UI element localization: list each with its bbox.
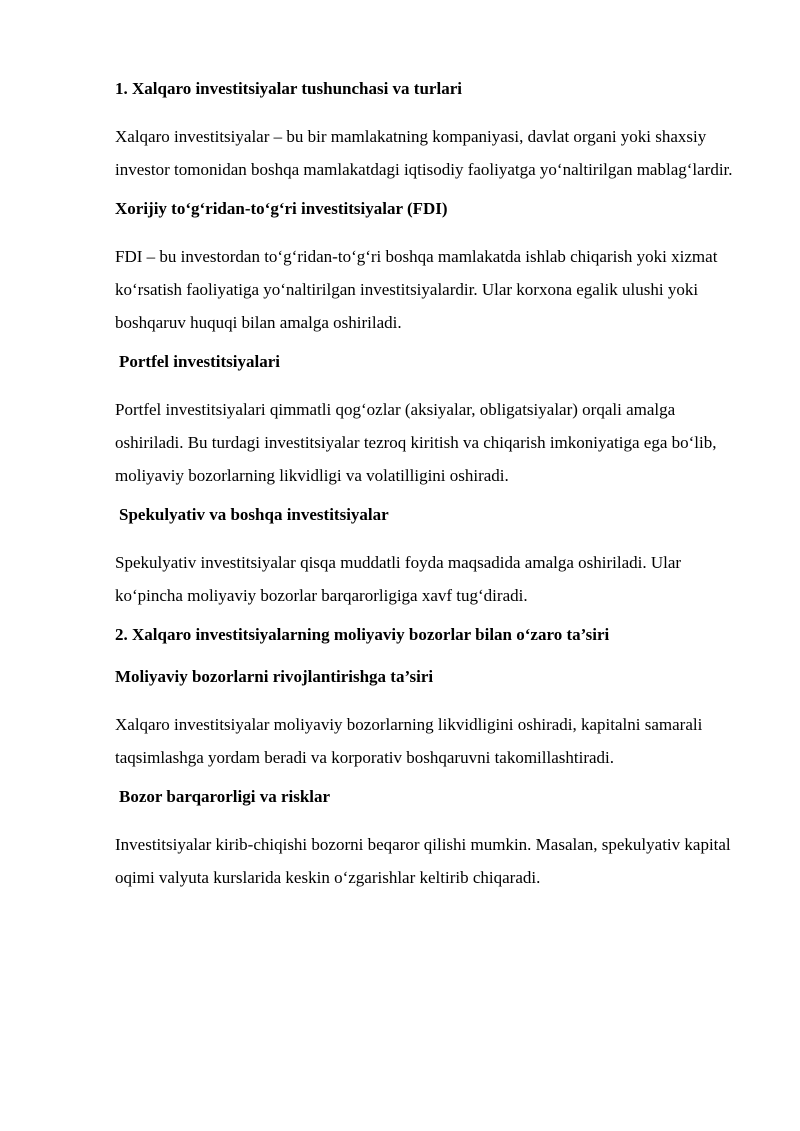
paragraph: Investitsiyalar kirib-chiqishi bozorni beqaror qilishi mumkin. Masalan, spekulyativ kapital oqimi valyuta kurslarida keskin o‘zgarishlar keltirib chiqaradi. [115,835,731,887]
subsection-heading: Moliyaviy bozorlarni rivojlantirishga ta’siri [115,667,434,686]
paragraph: Spekulyativ investitsiyalar qisqa muddatli foyda maqsadida amalga oshiriladi. Ular ko‘pincha moliyaviy bozorlar barqarorligiga xavf tug‘diradi. [115,553,682,605]
document-body [115,70,745,906]
subsection-heading: Spekulyativ va boshqa investitsiyalar [119,505,389,524]
paragraph: Xalqaro investitsiyalar moliyaviy bozorlarning likvidligini oshiradi, kapitalni samarali taqsimlashga yordam beradi va korporativ boshqaruvni takomillashtiradi. [115,715,703,767]
subsection-heading: Xorijiy to‘g‘ridan-to‘g‘ri investitsiyalar (FDI) [115,199,448,218]
subsection-heading: Portfel investitsiyalari [119,352,280,371]
section-heading: 1. Xalqaro investitsiyalar tushunchasi va turlari [115,79,462,98]
paragraph: FDI – bu investordan to‘g‘ridan-to‘g‘ri boshqa mamlakatda ishlab chiqarish yoki xizmat ko‘rsatish faoliyatiga yo‘naltirilgan investitsiyalardir. Ular korxona egalik ulushi yoki boshqaruv huquqi bilan amalga oshiriladi. [115,247,718,332]
section-heading: 2. Xalqaro investitsiyalarning moliyaviy bozorlar bilan o‘zaro ta’siri [115,625,610,644]
subsection-heading: Bozor barqarorligi va risklar [119,787,331,806]
paragraph: Xalqaro investitsiyalar – bu bir mamlakatning kompaniyasi, davlat organi yoki shaxsiy investor tomonidan boshqa mamlakatdagi iqtisodiy faoliyatga yo‘naltirilgan mablag‘lardir. [115,127,733,179]
paragraph: Portfel investitsiyalari qimmatli qog‘ozlar (aksiyalar, obligatsiyalar) orqali amalga oshiriladi. Bu turdagi investitsiyalar tezroq kiritish va chiqarish imkoniyatiga ega bo‘lib, moliyaviy bozorlarning likvidligi va volatilligini oshiradi. [115,400,717,485]
